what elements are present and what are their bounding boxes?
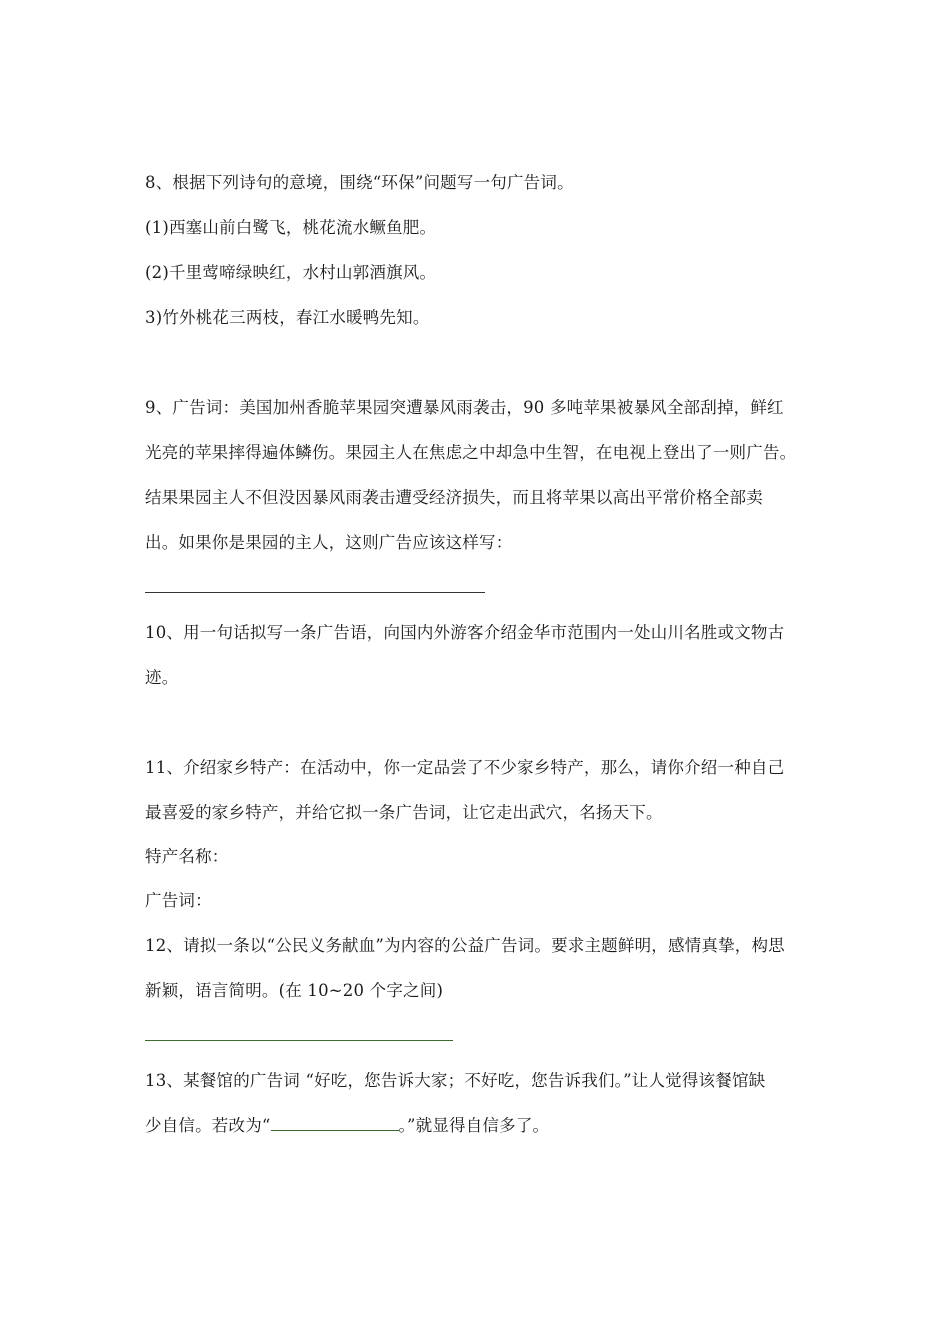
question-8-stem: 8、根据下列诗句的意境，围绕“环保”问题写一句广告词。 <box>145 173 574 192</box>
question-13-line-1: 13、某餐馆的广告词 “好吃，您告诉大家；不好吃，您告诉我们。”让人觉得该餐馆缺 <box>145 1071 766 1090</box>
question-12-answer-line <box>145 1040 453 1041</box>
question-9-line-2: 光亮的苹果摔得遍体鳞伤。果园主人在焦虑之中却急中生智，在电视上登出了一则广告。 <box>145 443 797 462</box>
question-10-line-2: 迹。 <box>145 668 179 687</box>
question-12-line-1: 12、请拟一条以“公民义务献血”为内容的公益广告词。要求主题鲜明，感情真挚，构思 <box>145 936 785 955</box>
question-11-slogan-label: 广告词： <box>145 891 212 910</box>
question-9-line-3: 结果果园主人不但没因暴风雨袭击遭受经济损失，而且将苹果以高出平常价格全部卖 <box>145 488 763 507</box>
question-13-answer-blank <box>271 1116 399 1131</box>
question-8-poem-2: (2)千里莺啼绿映红，水村山郭酒旗风。 <box>145 263 437 282</box>
question-9-answer-line <box>145 592 485 593</box>
question-13-line-2 <box>145 1116 549 1136</box>
question-9-line-1: 9、广告词：美国加州香脆苹果园突遭暴风雨袭击，90 多吨苹果被暴风全部刮掉，鲜红 <box>145 398 784 417</box>
question-13-text-after: 。”就显得自信多了。 <box>398 1116 550 1135</box>
question-13-text-before: 少自信。若改为“ <box>145 1116 271 1135</box>
question-8-poem-1: (1)西塞山前白鹭飞，桃花流水鳜鱼肥。 <box>145 218 437 237</box>
question-10-line-1: 10、用一句话拟写一条广告语，向国内外游客介绍金华市范围内一处山川名胜或文物古 <box>145 623 785 642</box>
question-8-poem-3: 3)竹外桃花三两枝，春江水暖鸭先知。 <box>145 308 430 327</box>
question-11-line-2: 最喜爱的家乡特产，并给它拟一条广告词，让它走出武穴，名扬天下。 <box>145 803 663 822</box>
question-12-line-2: 新颖，语言简明。(在 10~20 个字之间) <box>145 981 444 1000</box>
question-9-line-4: 出。如果你是果园的主人，这则广告应该这样写： <box>145 533 513 552</box>
question-11-product-label: 特产名称： <box>145 847 229 866</box>
question-11-line-1: 11、介绍家乡特产：在活动中，你一定品尝了不少家乡特产，那么，请你介绍一种自己 <box>145 758 785 777</box>
